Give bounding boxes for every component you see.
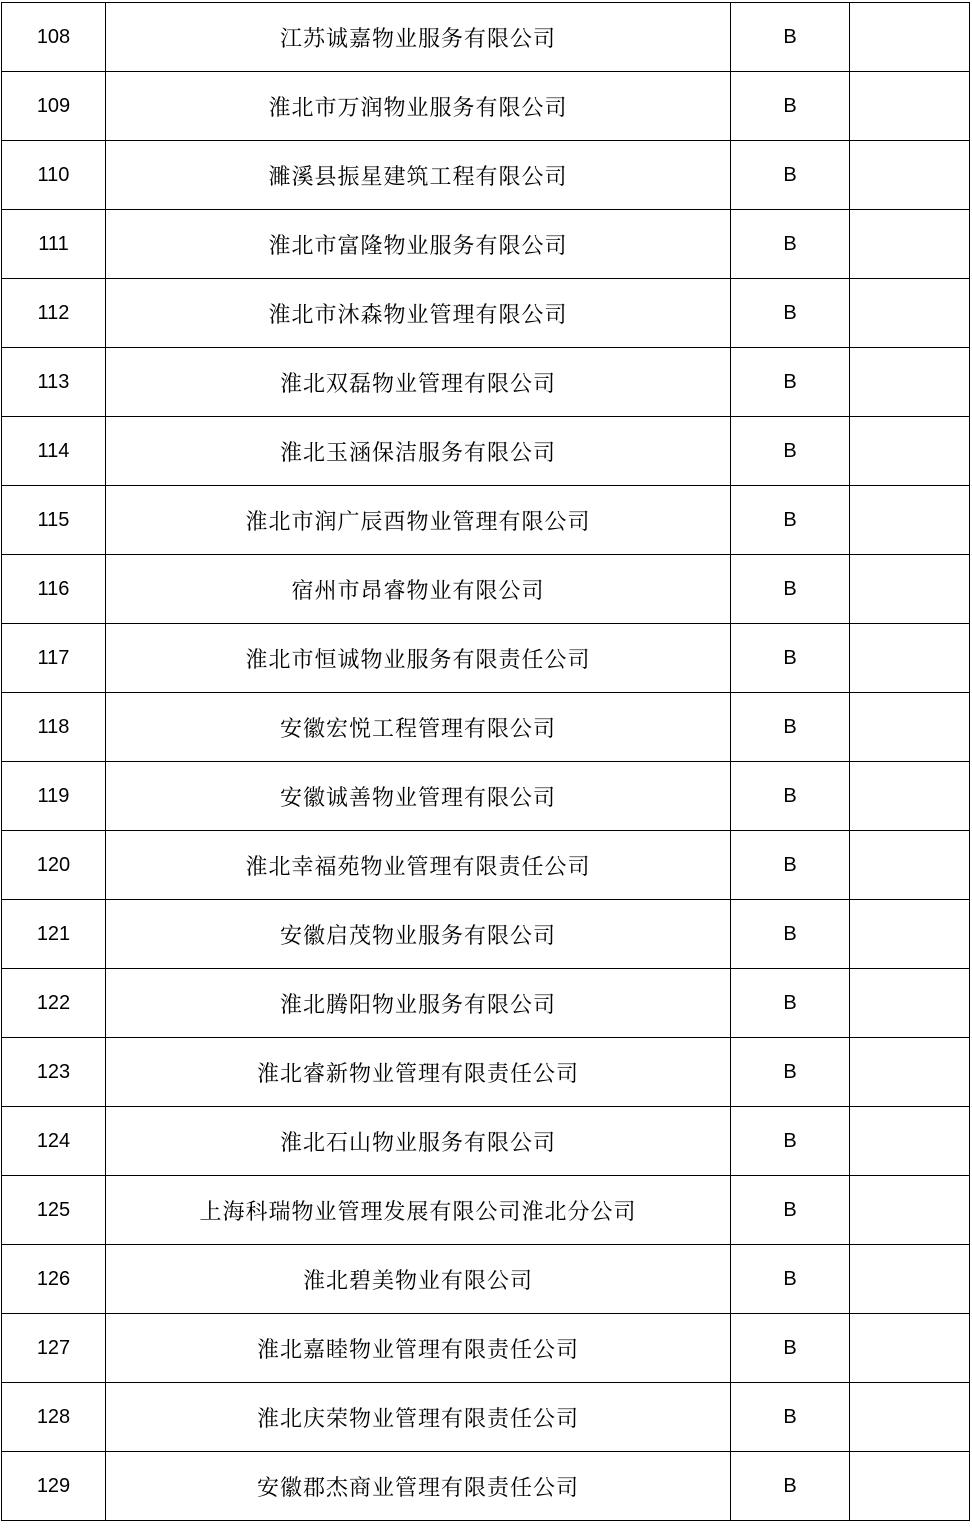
row-number-cell: 109: [2, 72, 106, 141]
note-cell: [850, 624, 970, 693]
row-number-cell: 129: [2, 1452, 106, 1521]
row-number-cell: 113: [2, 348, 106, 417]
row-number-cell: 128: [2, 1383, 106, 1452]
company-grade-table: [1, 2, 970, 1521]
row-number-cell: 124: [2, 1107, 106, 1176]
company-name-cell: 淮北碧美物业有限公司: [106, 1245, 731, 1314]
note-cell: [850, 831, 970, 900]
note-cell: [850, 3, 970, 72]
company-name-cell: 淮北市恒诚物业服务有限责任公司: [106, 624, 731, 693]
note-cell: [850, 1245, 970, 1314]
note-cell: [850, 762, 970, 831]
grade-cell: B: [731, 1383, 850, 1452]
table-row: [2, 1176, 970, 1245]
grade-cell: B: [731, 1245, 850, 1314]
row-number-cell: 121: [2, 900, 106, 969]
company-name-cell: 安徽郡杰商业管理有限责任公司: [106, 1452, 731, 1521]
table-row: [2, 1452, 970, 1521]
company-name-cell: 淮北双磊物业管理有限公司: [106, 348, 731, 417]
note-cell: [850, 693, 970, 762]
table-row: [2, 1038, 970, 1107]
row-number-cell: 115: [2, 486, 106, 555]
company-name-cell: 安徽诚善物业管理有限公司: [106, 762, 731, 831]
table-row: [2, 624, 970, 693]
grade-cell: B: [731, 3, 850, 72]
grade-cell: B: [731, 210, 850, 279]
company-name-cell: 淮北玉涵保洁服务有限公司: [106, 417, 731, 486]
row-number-cell: 110: [2, 141, 106, 210]
table-row: [2, 279, 970, 348]
row-number-cell: 119: [2, 762, 106, 831]
note-cell: [850, 1314, 970, 1383]
table-row: [2, 3, 970, 72]
note-cell: [850, 900, 970, 969]
grade-cell: B: [731, 141, 850, 210]
company-name-cell: 淮北市富隆物业服务有限公司: [106, 210, 731, 279]
row-number-cell: 126: [2, 1245, 106, 1314]
company-name-cell: 安徽宏悦工程管理有限公司: [106, 693, 731, 762]
table-row: [2, 693, 970, 762]
note-cell: [850, 348, 970, 417]
note-cell: [850, 279, 970, 348]
note-cell: [850, 1176, 970, 1245]
grade-cell: B: [731, 1038, 850, 1107]
table-body: [2, 3, 970, 1521]
row-number-cell: 111: [2, 210, 106, 279]
grade-cell: B: [731, 72, 850, 141]
grade-cell: B: [731, 486, 850, 555]
table-row: [2, 1314, 970, 1383]
row-number-cell: 127: [2, 1314, 106, 1383]
grade-cell: B: [731, 831, 850, 900]
row-number-cell: 112: [2, 279, 106, 348]
grade-cell: B: [731, 900, 850, 969]
grade-cell: B: [731, 555, 850, 624]
row-number-cell: 117: [2, 624, 106, 693]
table-row: [2, 210, 970, 279]
note-cell: [850, 1038, 970, 1107]
row-number-cell: 118: [2, 693, 106, 762]
table-row: [2, 831, 970, 900]
note-cell: [850, 1107, 970, 1176]
grade-cell: B: [731, 693, 850, 762]
row-number-cell: 116: [2, 555, 106, 624]
row-number-cell: 108: [2, 3, 106, 72]
grade-cell: B: [731, 279, 850, 348]
table-row: [2, 969, 970, 1038]
company-name-cell: 淮北嘉睦物业管理有限责任公司: [106, 1314, 731, 1383]
note-cell: [850, 210, 970, 279]
note-cell: [850, 555, 970, 624]
table-row: [2, 555, 970, 624]
table-row: [2, 417, 970, 486]
company-name-cell: 淮北市润广辰酉物业管理有限公司: [106, 486, 731, 555]
grade-cell: B: [731, 1452, 850, 1521]
table-row: [2, 1383, 970, 1452]
note-cell: [850, 417, 970, 486]
grade-cell: B: [731, 969, 850, 1038]
grade-cell: B: [731, 417, 850, 486]
table-row: [2, 1107, 970, 1176]
company-name-cell: 淮北市沐森物业管理有限公司: [106, 279, 731, 348]
table-row: [2, 762, 970, 831]
note-cell: [850, 1383, 970, 1452]
grade-cell: B: [731, 1107, 850, 1176]
row-number-cell: 123: [2, 1038, 106, 1107]
note-cell: [850, 486, 970, 555]
table-row: [2, 348, 970, 417]
company-name-cell: 江苏诚嘉物业服务有限公司: [106, 3, 731, 72]
company-name-cell: 濉溪县振星建筑工程有限公司: [106, 141, 731, 210]
row-number-cell: 122: [2, 969, 106, 1038]
company-name-cell: 淮北庆荣物业管理有限责任公司: [106, 1383, 731, 1452]
grade-cell: B: [731, 1314, 850, 1383]
row-number-cell: 125: [2, 1176, 106, 1245]
table-row: [2, 1245, 970, 1314]
company-name-cell: 淮北市万润物业服务有限公司: [106, 72, 731, 141]
company-name-cell: 淮北腾阳物业服务有限公司: [106, 969, 731, 1038]
company-name-cell: 宿州市昂睿物业有限公司: [106, 555, 731, 624]
company-name-cell: 淮北幸福苑物业管理有限责任公司: [106, 831, 731, 900]
note-cell: [850, 72, 970, 141]
company-name-cell: 淮北睿新物业管理有限责任公司: [106, 1038, 731, 1107]
note-cell: [850, 969, 970, 1038]
row-number-cell: 120: [2, 831, 106, 900]
table-row: [2, 486, 970, 555]
company-name-cell: 安徽启茂物业服务有限公司: [106, 900, 731, 969]
table-row: [2, 141, 970, 210]
grade-cell: B: [731, 1176, 850, 1245]
note-cell: [850, 141, 970, 210]
company-name-cell: 淮北石山物业服务有限公司: [106, 1107, 731, 1176]
table-row: [2, 900, 970, 969]
grade-cell: B: [731, 624, 850, 693]
grade-cell: B: [731, 762, 850, 831]
grade-cell: B: [731, 348, 850, 417]
note-cell: [850, 1452, 970, 1521]
company-name-cell: 上海科瑞物业管理发展有限公司淮北分公司: [106, 1176, 731, 1245]
row-number-cell: 114: [2, 417, 106, 486]
table-row: [2, 72, 970, 141]
